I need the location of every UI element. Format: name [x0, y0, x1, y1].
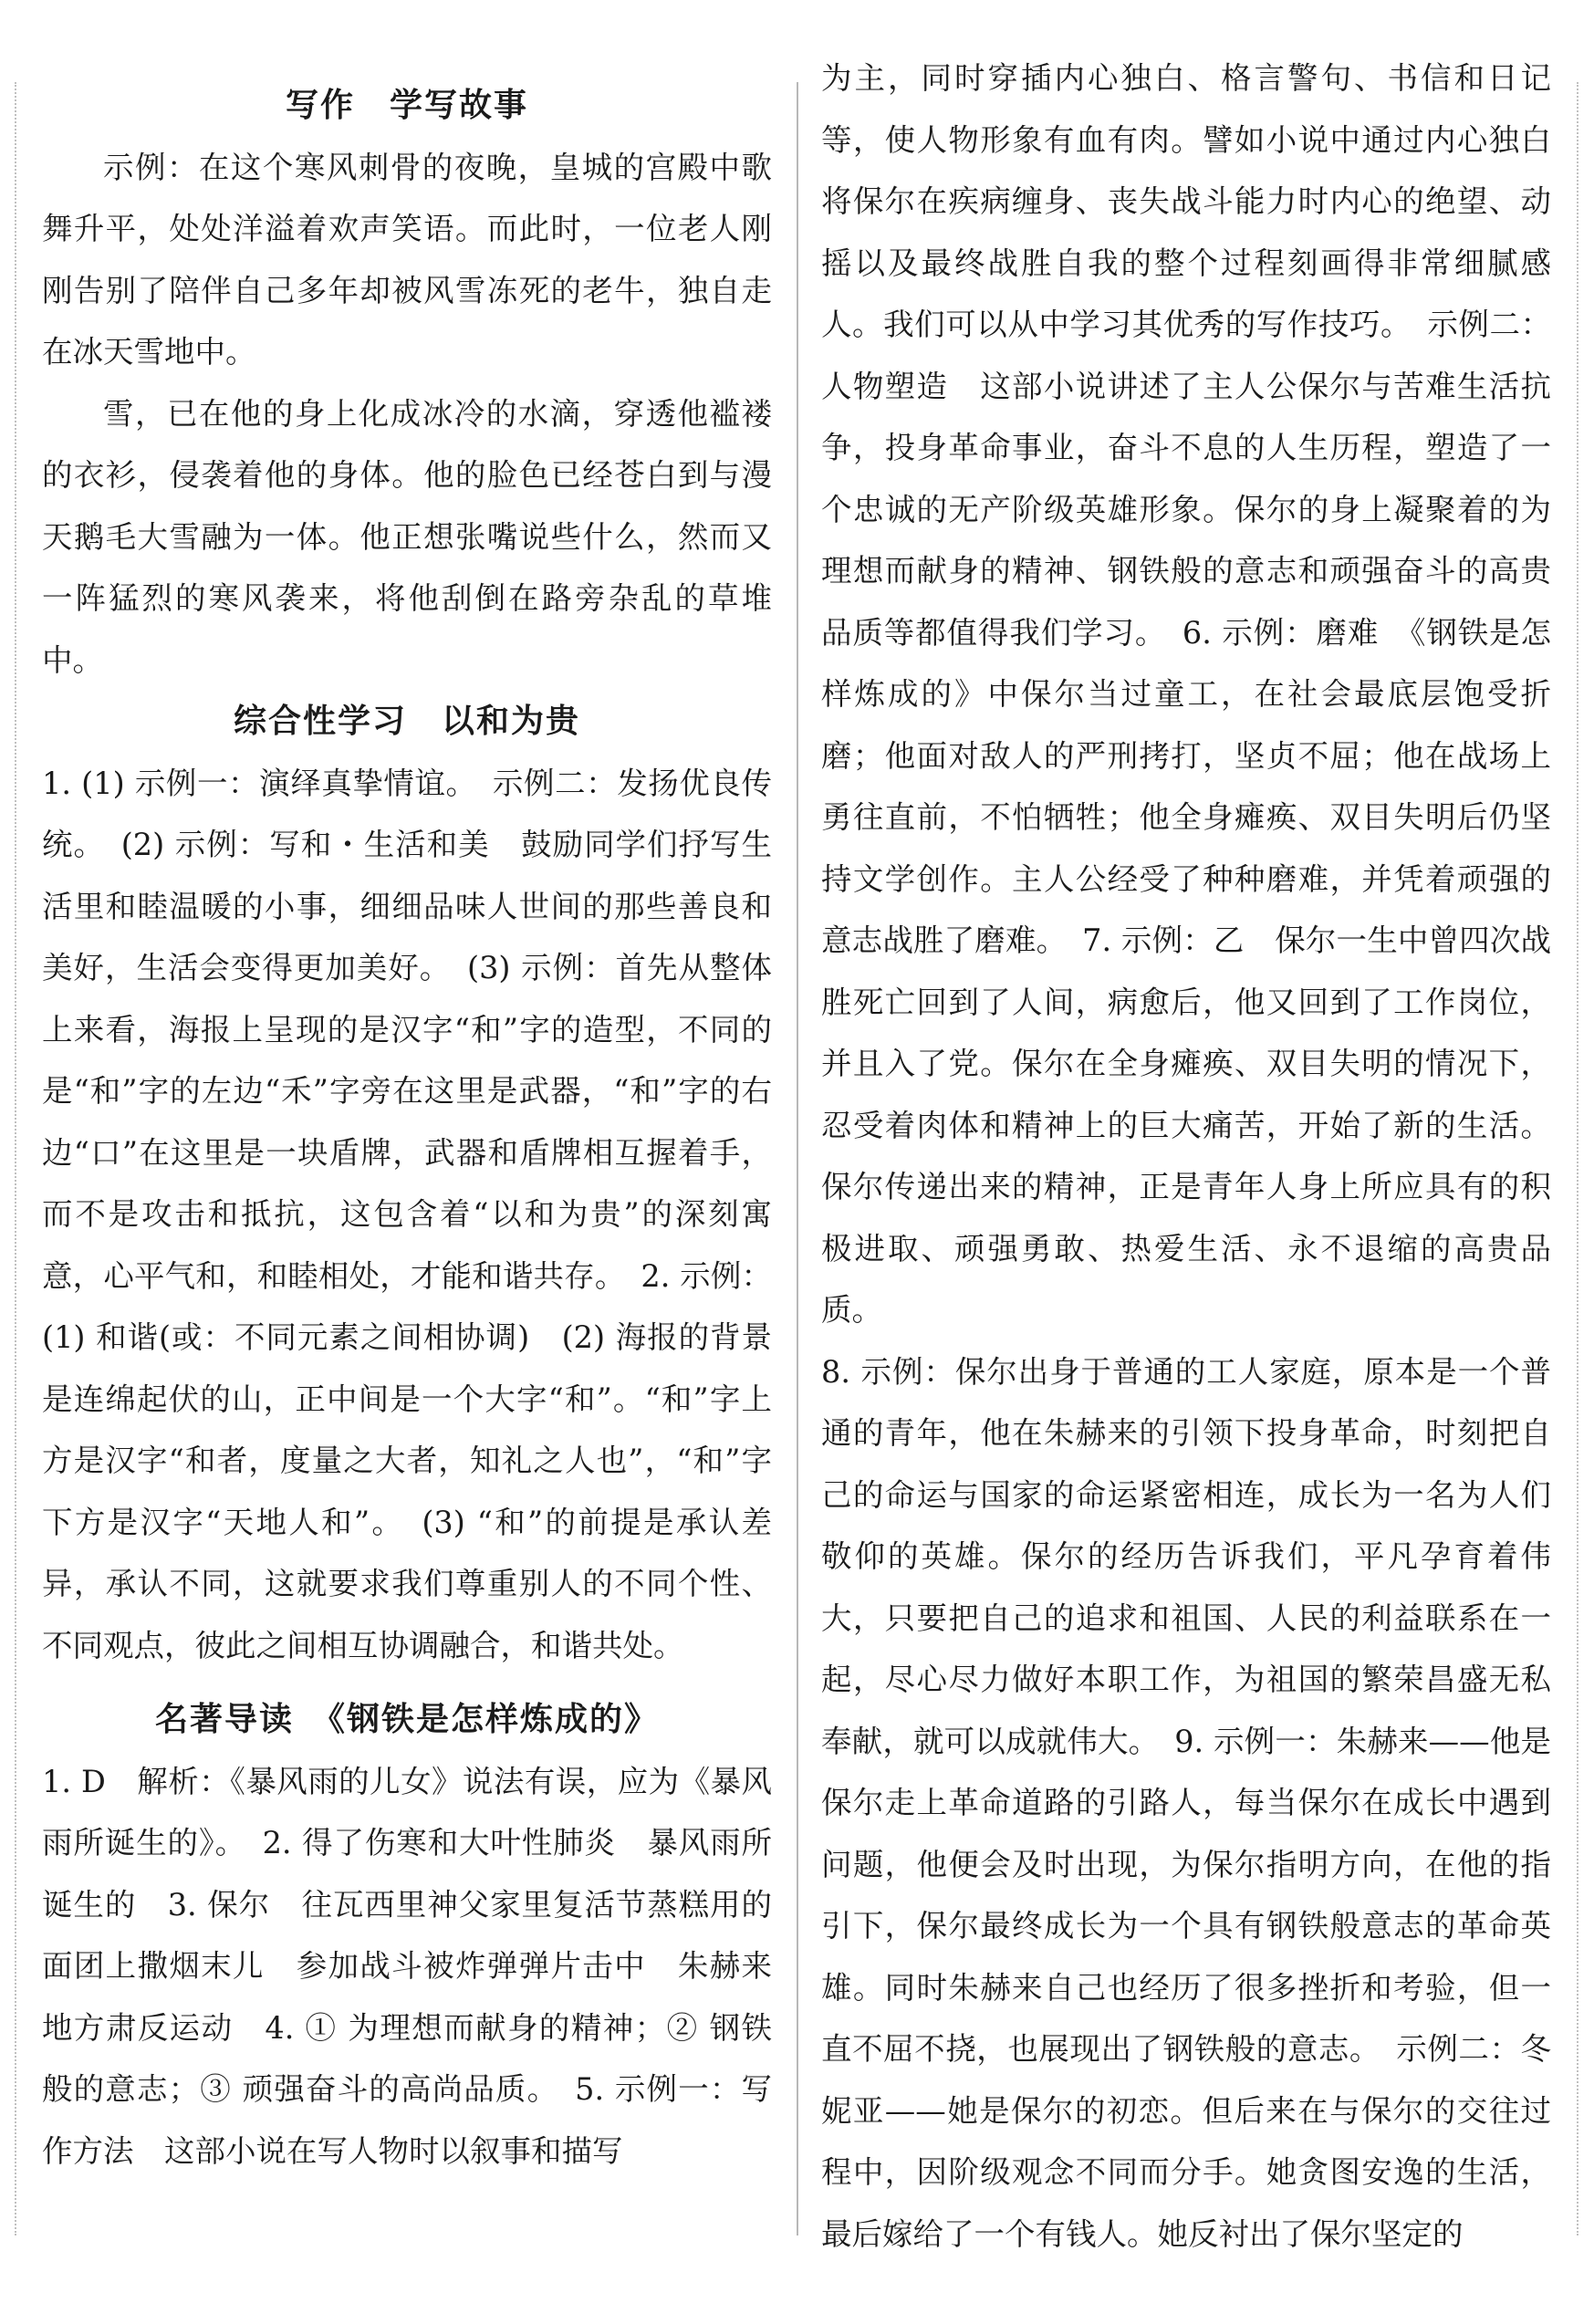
- writing-heading: 写作 学写故事: [285, 86, 528, 124]
- left-column: [42, 75, 803, 2182]
- reading-answers-8-9: 8. 示例：保尔出身于普通的工人家庭，原本是一个普通的青年，他在朱赫来的引领下投身革命，时刻把自己的命运与国家的命运紧密相连，成长为一名为人们敬仰的英雄。保尔的经历告诉我们，平凡孕育着伟大，只要把自己的追求和祖国、人民的利益联系在一起，尽心尽力做好本职工作，为祖国的繁荣昌盛无私奉献，就可以成就伟大。 9. 示例一：朱赫来——他是保尔走上革命道路的引路人，每当保尔在成长中遇到问题，他便会及时出现，为保尔指明方向，在他的指引下，保尔最终成长为一个具有钢铁般意志的革命英雄。同时朱赫来自己也经历了很多挫折和考验，但一直不屈不挠，也展现出了钢铁般的意志。 示例二：冬妮亚——她是保尔的初恋。但后来在与保尔的交往过程中，因阶级观念不同而分手。她贪图安逸的生活，最后嫁给了一个有钱人。她反衬出了保尔坚定的: [821, 1353, 1551, 2252]
- reading-answers: 1. D 解析：《暴风雨的儿女》说法有误，应为《暴风雨所诞生的》。 2. 得了伤寒和大叶性肺炎 暴风雨所诞生的 3. 保尔 往瓦西里神父家里复活节蒸糕用的面团上撒烟末儿 参加战斗被炸弹弹片击中 朱赫来 地方肃反运动 4. ① 为理想而献身的精神；② 钢铁般的意志；③ 顽强奋斗的高尚品质。 5. 示例一：写作方法 这部小说在写人物时以叙事和描写: [42, 1763, 803, 2169]
- right-column: [821, 47, 1551, 2265]
- writing-paragraph-2: 雪，已在他的身上化成冰冷的水滴，穿透他褴褛的衣衫，侵袭着他的身体。他的脸色已经苍白到与漫天鹅毛大雪融为一体。他正想张嘴说些什么，然而又一阵猛烈的寒风袭来，将他刮倒在路旁杂乱的草堆中。: [42, 395, 772, 678]
- column-divider: [797, 82, 798, 2235]
- reading-heading: 名著导读 《钢铁是怎样炼成的》: [154, 1700, 659, 1738]
- study-answers: 1. (1) 示例一：演绎真挚情谊。 示例二：发扬优良传统。 (2) 示例：写和・生活和美 鼓励同学们抒写生活里和睦温暖的小事，细细品味人世间的那些善良和美好，生活会变得更加美好。 (3) 示例：首先从整体上来看，海报上呈现的是汉字“和”字的造型，不同的是“和”字的左边“禾”字旁在这里是武器，“和”字的右边“口”在这里是一块盾牌，武器和盾牌相互握着手，而不是攻击和抵抗，这包含着“以和为贵”的深刻寓意，心平气和，和睦相处，才能和谐共存。 2. 示例：(1) 和谐(或：不同元素之间相协调) (2) 海报的背景是连绵起伏的山，正中间是一个大字“和”。“和”字上方是汉字“和者，度量之大者，知礼之人也”，“和”字下方是汉字“天地人和”。 (3) “和”的前提是承认差异，承认不同，这就要求我们尊重别人的不同个性、不同观点，彼此之间相互协调融合，和谐共处。: [42, 765, 772, 1663]
- reading-answers-continued: 为主，同时穿插内心独白、格言警句、书信和日记等，使人物形象有血有肉。譬如小说中通过内心独白将保尔在疾病缠身、丧失战斗能力时内心的绝望、动摇以及最终战胜自我的整个过程刻画得非常细腻感人。我们可以从中学习其优秀的写作技巧。 示例二：人物塑造 这部小说讲述了主人公保尔与苦难生活抗争，投身革命事业，奋斗不息的人生历程，塑造了一个忠诚的无产阶级英雄形象。保尔的身上凝聚着的为理想而献身的精神、钢铁般的意志和顽强奋斗的高贵品质等都值得我们学习。 6. 示例：磨难 《钢铁是怎样炼成的》中保尔当过童工，在社会最底层饱受折磨；他面对敌人的严刑拷打，坚贞不屈；他在战场上勇往直前，不怕牺牲；他全身瘫痪、双目失明后仍坚持文学创作。主人公经受了种种磨难，并凭着顽强的意志战胜了磨难。 7. 示例：乙 保尔一生中曾四次战胜死亡回到了人间，病愈后，他又回到了工作岗位，并且入了党。保尔在全身瘫痪、双目失明的情况下，忍受着肉体和精神上的巨大痛苦，开始了新的生活。保尔传递出来的精神，正是青年人身上所应具有的积极进取、顽强勇敢、热爱生活、永不退缩的高贵品质。: [821, 60, 1551, 1328]
- left-margin-line: [15, 82, 16, 2235]
- right-margin-line: [1577, 82, 1578, 2235]
- study-heading: 综合性学习 以和为贵: [233, 702, 580, 740]
- writing-paragraph-1: 示例：在这个寒风刺骨的夜晚，皇城的宫殿中歌舞升平，处处洋溢着欢声笑语。而此时，一位老人刚刚告别了陪伴自己多年却被风雪冻死的老牛，独自走在冰天雪地中。: [42, 149, 772, 370]
